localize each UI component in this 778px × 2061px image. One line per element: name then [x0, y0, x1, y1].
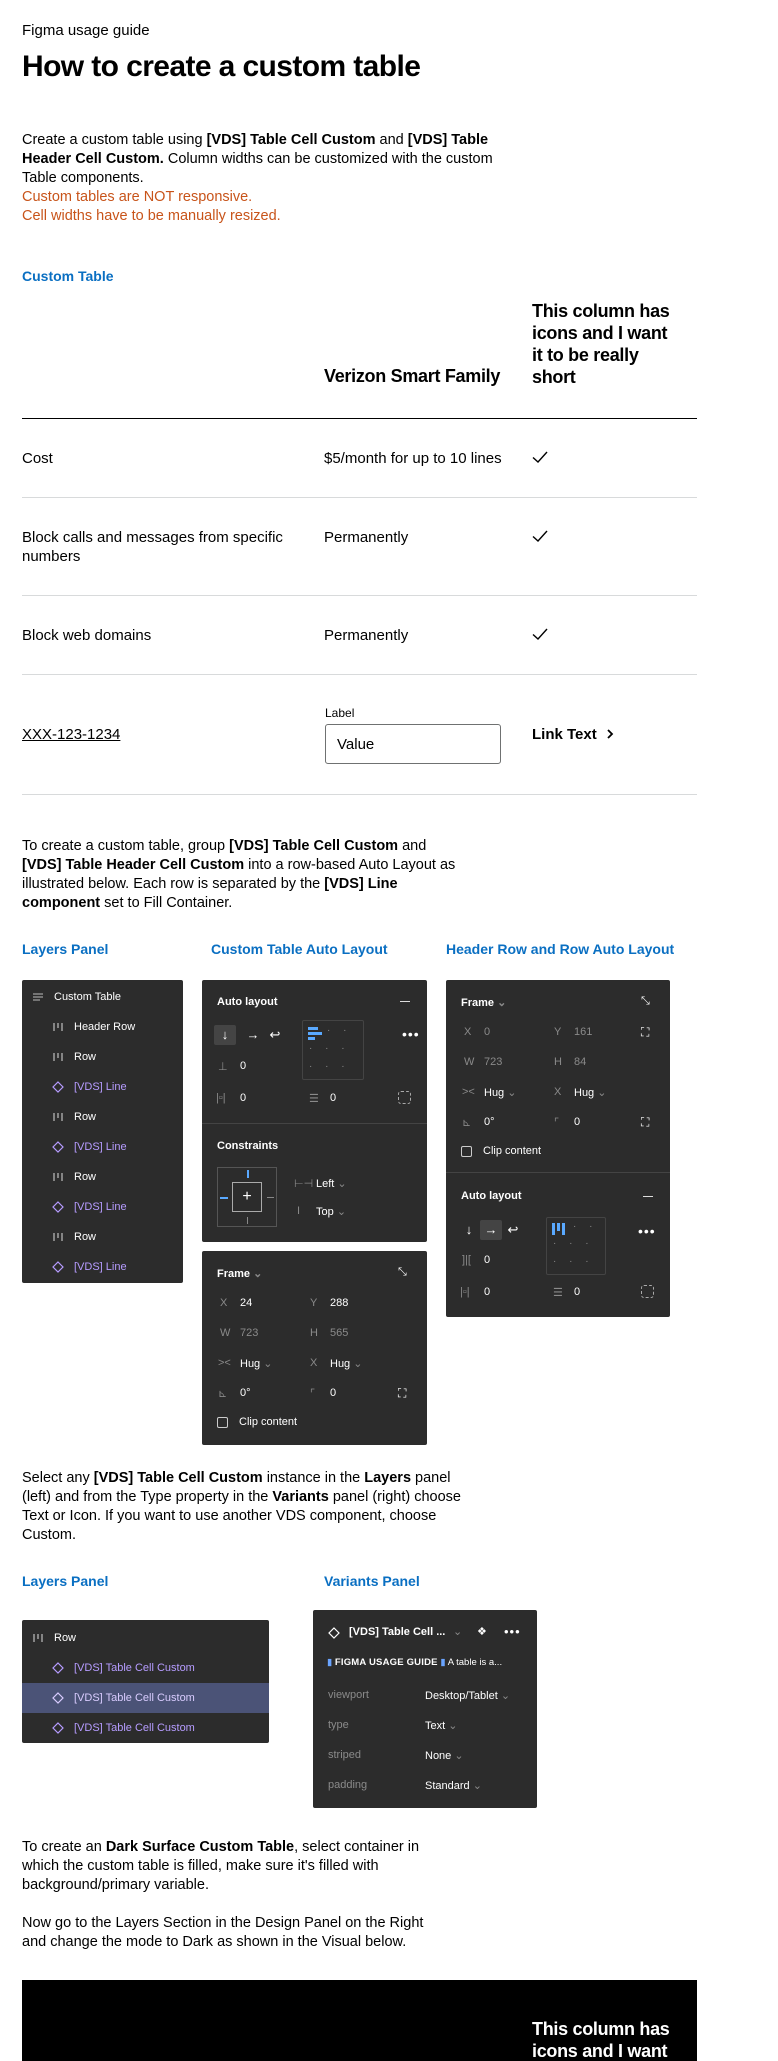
frame-panel: [202, 1251, 427, 1445]
text-part: Text or Icon. If you want to use another VDS component, choose: [22, 1508, 437, 1524]
layer-item[interactable]: [22, 1162, 183, 1192]
align-bar-icon: [552, 1223, 555, 1235]
y-label: Y: [310, 1297, 318, 1309]
intro-strong: [VDS] Table Cell Custom: [206, 132, 376, 148]
layer-name: Header Row: [74, 1021, 136, 1033]
independent-padding-icon[interactable]: [641, 1285, 654, 1298]
row-value: Permanently: [324, 529, 409, 546]
vertical-padding-value[interactable]: 0: [574, 1286, 581, 1298]
hug-height-select[interactable]: [330, 1357, 362, 1370]
clip-content-label: Clip content: [239, 1416, 298, 1428]
corner-radius-icon: ⌜: [554, 1117, 560, 1129]
value-input[interactable]: Value: [325, 724, 501, 764]
y-value[interactable]: 288: [330, 1297, 349, 1309]
text-part: background/primary variable.: [22, 1877, 209, 1893]
dark-instructions: [22, 1838, 482, 1952]
row-divider: [22, 497, 697, 498]
layer-item[interactable]: [22, 1653, 269, 1683]
horizontal-padding-value[interactable]: 0: [484, 1286, 491, 1298]
frame-title: [461, 996, 506, 1009]
x-value[interactable]: 24: [240, 1297, 253, 1309]
row-divider: [22, 794, 697, 795]
hug-height-icon: X: [310, 1357, 318, 1369]
row-label: Cost: [22, 450, 53, 467]
row-label-line: numbers: [22, 548, 81, 565]
go-to-main-component-icon[interactable]: ❖: [477, 1626, 487, 1638]
link-text-button[interactable]: [532, 726, 615, 743]
component-instance-icon: [52, 1141, 64, 1153]
header-line: This column has: [532, 301, 670, 321]
horizontal-constraint-icon: ⊢⊣: [294, 1178, 314, 1190]
frame-title-text: Frame: [461, 997, 495, 1009]
label-layers-panel: Layers Panel: [22, 1573, 109, 1589]
align-dots: · · ·: [309, 1061, 350, 1072]
checkmark-icon: [531, 448, 549, 466]
table-header-divider: [22, 418, 697, 419]
chevron-right-icon: [605, 728, 615, 740]
column-header-verizon: Verizon Smart Family: [324, 366, 501, 386]
intro-text: [22, 131, 502, 226]
row-label: Block web domains: [22, 627, 152, 644]
w-value[interactable]: 723: [240, 1327, 259, 1339]
layer-name: Row: [74, 1051, 97, 1063]
hug-height-select[interactable]: [574, 1086, 606, 1099]
variant-prop-select[interactable]: [425, 1689, 510, 1702]
x-value[interactable]: 0: [484, 1026, 491, 1038]
row-value: Permanently: [324, 627, 409, 644]
text-part: which the custom table is filled, make sure it's filled with: [22, 1858, 379, 1874]
variants-panel: [313, 1610, 537, 1808]
label-header-row-auto-layout: Header Row and Row Auto Layout: [446, 941, 675, 957]
gap-value[interactable]: 0: [240, 1060, 247, 1072]
auto-layout-icon: [52, 1051, 64, 1063]
component-instance-icon: [328, 1627, 340, 1639]
doc-icon: ▮: [327, 1657, 333, 1668]
layer-name: Row: [54, 1632, 77, 1644]
expand-corners-icon[interactable]: ⛶: [398, 1386, 407, 1400]
row-divider: [22, 674, 697, 675]
layer-name: [VDS] Table Cell Custom: [74, 1692, 195, 1704]
phone-link[interactable]: XXX-123-1234: [22, 726, 121, 743]
constraint-center-icon: +: [232, 1182, 262, 1212]
variant-prop-select[interactable]: [425, 1779, 482, 1792]
select-value: None: [425, 1750, 452, 1762]
header-line: short: [532, 367, 576, 387]
h-label: H: [554, 1056, 562, 1068]
text-strong: component: [22, 895, 101, 911]
constraint-bottom-icon: [247, 1217, 248, 1224]
w-value[interactable]: 723: [484, 1056, 503, 1068]
remove-auto-layout-icon[interactable]: [643, 1196, 653, 1197]
text-strong: [VDS] Table Header Cell Custom: [22, 857, 245, 873]
chevron-down-icon: ⌄: [337, 1178, 347, 1190]
layer-name: Row: [74, 1171, 97, 1183]
select-value: Hug: [240, 1358, 261, 1370]
variant-prop-name: viewport: [328, 1689, 369, 1701]
row-label-line: Block calls and messages from specific: [22, 529, 283, 546]
layer-name: Custom Table: [54, 991, 122, 1003]
constraint-top-icon: [247, 1170, 249, 1178]
variant-prop-name: striped: [328, 1749, 362, 1761]
text-part: To create an: [22, 1839, 106, 1855]
clip-content-checkbox[interactable]: [461, 1146, 472, 1157]
header-line: This column has: [532, 2019, 670, 2039]
direction-wrap-icon[interactable]: ↩: [507, 1222, 519, 1237]
intro-strong: [VDS] Table: [407, 132, 489, 148]
variant-title: [VDS] Table Cell ...: [349, 1626, 446, 1638]
hug-width-select[interactable]: [484, 1086, 516, 1099]
align-dots: · · ·: [309, 1043, 350, 1054]
description-text: A table is a...: [447, 1657, 503, 1668]
text-strong: Layers: [364, 1470, 412, 1486]
layer-name: [VDS] Line: [74, 1201, 127, 1213]
rotation-icon: ⊾: [218, 1388, 228, 1400]
layer-name: [VDS] Line: [74, 1261, 127, 1273]
y-label: Y: [554, 1026, 562, 1038]
gap-value[interactable]: 0: [484, 1254, 491, 1266]
layer-name: Row: [74, 1111, 97, 1123]
alignment-grid[interactable]: [302, 1020, 364, 1080]
frame-title-text: Frame: [217, 1268, 251, 1280]
align-dots: · ·: [327, 1025, 352, 1036]
list-icon: [32, 991, 44, 1003]
text-part: (left) and from the Type property in the: [22, 1489, 273, 1505]
text-part: Select any: [22, 1470, 94, 1486]
more-options-icon[interactable]: •••: [402, 1026, 420, 1042]
select-value: Hug: [574, 1087, 595, 1099]
text-part: Now go to the Layers Section in the Design Panel on the Right: [22, 1915, 424, 1931]
chevron-down-icon[interactable]: ⌄: [453, 1626, 463, 1638]
select-value: Text: [425, 1720, 446, 1732]
gap-icon: ]|[: [462, 1254, 471, 1266]
layer-item-row[interactable]: [22, 1623, 269, 1653]
select-value: Hug: [484, 1087, 505, 1099]
independent-padding-icon[interactable]: [398, 1091, 411, 1104]
align-bar-icon: [562, 1223, 565, 1235]
layer-item[interactable]: [22, 1192, 183, 1222]
intro-text-part: and: [375, 132, 408, 148]
corner-radius-value[interactable]: 0: [330, 1387, 337, 1399]
corner-radius-value[interactable]: 0: [574, 1116, 581, 1128]
group-instructions: [22, 837, 482, 913]
y-value[interactable]: 161: [574, 1026, 593, 1038]
text-part: To create a custom table, group: [22, 838, 230, 854]
panel-separator: [202, 1123, 427, 1124]
align-bar-icon: [308, 1037, 315, 1040]
component-instance-icon: [52, 1201, 64, 1213]
focus-frame-icon[interactable]: ⛶: [641, 1025, 650, 1039]
vertical-constraint-select[interactable]: [316, 1205, 346, 1218]
gap-icon: ⊥: [218, 1061, 228, 1073]
align-bar-icon: [308, 1027, 318, 1030]
text-part: set to Fill Container.: [100, 895, 233, 911]
horizontal-padding-icon: |▫|: [460, 1286, 470, 1298]
component-description: [327, 1657, 502, 1668]
layer-item[interactable]: [22, 1042, 183, 1072]
variant-prop-name: type: [328, 1719, 349, 1731]
text-strong: Dark Surface Custom Table: [105, 1839, 295, 1855]
clip-content-label: Clip content: [483, 1145, 542, 1157]
w-label: W: [464, 1056, 475, 1068]
component-instance-icon: [52, 1692, 64, 1704]
dark-column-header-icons: [532, 2018, 670, 2061]
chevron-down-icon: ⌄: [263, 1358, 273, 1370]
chevron-down-icon: ⌄: [507, 1087, 517, 1099]
text-part: and change the mode to Dark as shown in the Visual below.: [22, 1934, 407, 1950]
dark-custom-table: [22, 1980, 697, 2061]
hug-height-icon: X: [554, 1086, 562, 1098]
alignment-grid[interactable]: [546, 1217, 606, 1275]
hug-width-icon: ><: [218, 1357, 231, 1369]
direction-horizontal-icon[interactable]: →: [246, 1027, 260, 1042]
layer-item-selected[interactable]: [22, 1683, 269, 1713]
rotation-icon: ⊾: [462, 1117, 472, 1129]
panel-separator: [446, 1172, 670, 1173]
select-value: Hug: [330, 1358, 351, 1370]
frame-title: [217, 1267, 262, 1280]
intro-strong: Header Cell Custom.: [22, 151, 164, 167]
h-value[interactable]: 84: [574, 1056, 587, 1068]
component-instance-icon: [52, 1261, 64, 1273]
select-value: Top: [316, 1206, 334, 1218]
layer-item[interactable]: [22, 1102, 183, 1132]
auto-layout-icon: [32, 1632, 44, 1644]
vertical-constraint-icon: I: [297, 1205, 301, 1217]
text-part: and: [398, 838, 427, 854]
text-part: illustrated below. Each row is separated by the: [22, 876, 325, 892]
align-dots: · · ·: [553, 1256, 594, 1267]
select-value: Desktop/Tablet: [425, 1690, 498, 1702]
horizontal-padding-value[interactable]: 0: [240, 1092, 247, 1104]
column-header-icons: [532, 300, 670, 388]
eyebrow: Figma usage guide: [22, 22, 150, 39]
layer-name: Row: [74, 1231, 97, 1243]
section-label-custom-table: Custom Table: [22, 268, 114, 284]
link-text-label: Link Text: [532, 726, 597, 743]
layer-item[interactable]: [22, 1222, 183, 1252]
page-title: How to create a custom table: [22, 50, 421, 83]
auto-layout-title: Auto layout: [461, 1190, 522, 1202]
collapse-icon[interactable]: ⤡: [398, 1266, 407, 1278]
chevron-down-icon: ⌄: [448, 1720, 458, 1732]
chevron-down-icon: ⌄: [253, 1268, 263, 1280]
constraint-left-icon: [220, 1197, 228, 1199]
text-part: into a row-based Auto Layout as: [244, 857, 456, 873]
label-variants-panel: Variants Panel: [324, 1573, 420, 1589]
chevron-down-icon: ⌄: [597, 1087, 607, 1099]
align-bar-icon: [557, 1223, 560, 1231]
direction-vertical-icon[interactable]: ↓: [465, 1222, 473, 1237]
x-label: X: [464, 1026, 472, 1038]
select-value: Left: [316, 1178, 335, 1190]
layer-item[interactable]: [22, 1713, 269, 1743]
description-title: FIGMA USAGE GUIDE: [334, 1657, 438, 1668]
horizontal-padding-icon: |▫|: [216, 1092, 226, 1104]
row-value: $5/month for up to 10 lines: [324, 450, 502, 467]
more-options-icon[interactable]: •••: [504, 1624, 521, 1639]
layer-item[interactable]: [22, 1252, 183, 1282]
align-dots: · ·: [573, 1221, 598, 1232]
text-part: instance in the: [262, 1470, 365, 1486]
auto-layout-icon: [52, 1111, 64, 1123]
auto-layout-panel: [202, 980, 427, 1242]
chevron-down-icon: ⌄: [497, 997, 507, 1009]
select-instructions: [22, 1469, 482, 1545]
chevron-down-icon: ⌄: [472, 1780, 482, 1792]
label-layers-panel: Layers Panel: [22, 941, 109, 957]
vertical-padding-value[interactable]: 0: [330, 1092, 337, 1104]
text-part: panel (right) choose: [328, 1489, 461, 1505]
text-strong: [VDS] Line: [324, 876, 398, 892]
auto-layout-title: Auto layout: [217, 996, 278, 1008]
header-line: it to be really: [532, 345, 639, 365]
text-strong: Variants: [272, 1489, 329, 1505]
remove-auto-layout-icon[interactable]: [400, 1001, 410, 1002]
text-strong: [VDS] Table Cell Custom: [229, 838, 399, 854]
direction-horizontal-icon[interactable]: →: [480, 1220, 502, 1240]
component-instance-icon: [52, 1722, 64, 1734]
chevron-down-icon: ⌄: [353, 1358, 363, 1370]
corner-radius-icon: ⌜: [310, 1388, 316, 1400]
component-instance-icon: [52, 1081, 64, 1093]
row-label: [22, 528, 283, 566]
layer-item-root[interactable]: [22, 982, 183, 1012]
direction-wrap-icon[interactable]: ↩: [269, 1027, 281, 1042]
layer-name: [VDS] Line: [74, 1141, 127, 1153]
checkmark-icon: [531, 625, 549, 643]
constraints-title: Constraints: [217, 1140, 279, 1152]
chevron-down-icon: ⌄: [500, 1690, 511, 1702]
intro-text-part: Column widths can be customized with the custom: [163, 151, 493, 167]
row-divider: [22, 595, 697, 596]
align-bar-icon: [308, 1032, 322, 1035]
intro-text-part: Create a custom table using: [22, 132, 207, 148]
direction-vertical-icon[interactable]: ↓: [214, 1025, 236, 1045]
rotation-value[interactable]: 0°: [484, 1116, 495, 1128]
layer-name: [VDS] Table Cell Custom: [74, 1662, 195, 1674]
warning-text: Cell widths have to be manually resized.: [22, 208, 281, 224]
text-part: , select container in: [294, 1839, 420, 1855]
header-line: icons and I want: [532, 323, 668, 343]
chevron-down-icon: ⌄: [454, 1750, 464, 1762]
select-value: Standard: [425, 1780, 470, 1792]
component-instance-icon: [52, 1662, 64, 1674]
w-label: W: [220, 1327, 231, 1339]
checkmark-icon: [531, 527, 549, 545]
expand-corners-icon[interactable]: ⛶: [641, 1115, 650, 1129]
text-strong: [VDS] Table Cell Custom: [93, 1470, 263, 1486]
more-options-icon[interactable]: •••: [638, 1223, 656, 1239]
layer-item[interactable]: [22, 1132, 183, 1162]
text-part: Custom.: [22, 1527, 76, 1543]
header-line: icons and I want: [532, 2041, 668, 2061]
layers-panel: [22, 980, 183, 1283]
clip-content-checkbox[interactable]: [217, 1417, 228, 1428]
vertical-padding-icon: ☰: [553, 1287, 563, 1299]
h-value[interactable]: 565: [330, 1327, 349, 1339]
label-custom-table-auto-layout: Custom Table Auto Layout: [211, 941, 388, 957]
variant-prop-select[interactable]: [425, 1749, 464, 1762]
layers-panel-row: [22, 1620, 269, 1743]
layer-name: [VDS] Table Cell Custom: [74, 1722, 195, 1734]
paragraph-gap: [22, 1895, 482, 1914]
hug-width-icon: ><: [462, 1086, 475, 1098]
align-dots: · · ·: [553, 1238, 594, 1249]
intro-text-part: Table components.: [22, 170, 144, 186]
rotation-value[interactable]: 0°: [240, 1387, 251, 1399]
auto-layout-icon: [52, 1171, 64, 1183]
horizontal-constraint-select[interactable]: [316, 1177, 347, 1190]
constraint-right-icon: [267, 1197, 274, 1198]
chevron-down-icon: ⌄: [336, 1206, 347, 1218]
frame-auto-layout-panel: [446, 980, 670, 1317]
collapse-icon[interactable]: ⤡: [641, 995, 650, 1007]
hug-width-select[interactable]: [240, 1357, 272, 1370]
x-label: X: [220, 1297, 228, 1309]
variant-prop-name: padding: [328, 1779, 368, 1791]
layer-item[interactable]: [22, 1072, 183, 1102]
layer-item[interactable]: [22, 1012, 183, 1042]
warning-text: Custom tables are NOT responsive.: [22, 189, 253, 205]
auto-layout-icon: [52, 1231, 64, 1243]
input-label: Label: [325, 706, 355, 720]
text-part: panel: [411, 1470, 451, 1486]
constraints-widget[interactable]: [217, 1167, 277, 1227]
variant-prop-select[interactable]: [425, 1719, 457, 1732]
layer-name: [VDS] Line: [74, 1081, 127, 1093]
auto-layout-icon: [52, 1021, 64, 1033]
doc-icon: ▮: [440, 1657, 446, 1668]
vertical-padding-icon: ☰: [309, 1093, 319, 1105]
h-label: H: [310, 1327, 318, 1339]
